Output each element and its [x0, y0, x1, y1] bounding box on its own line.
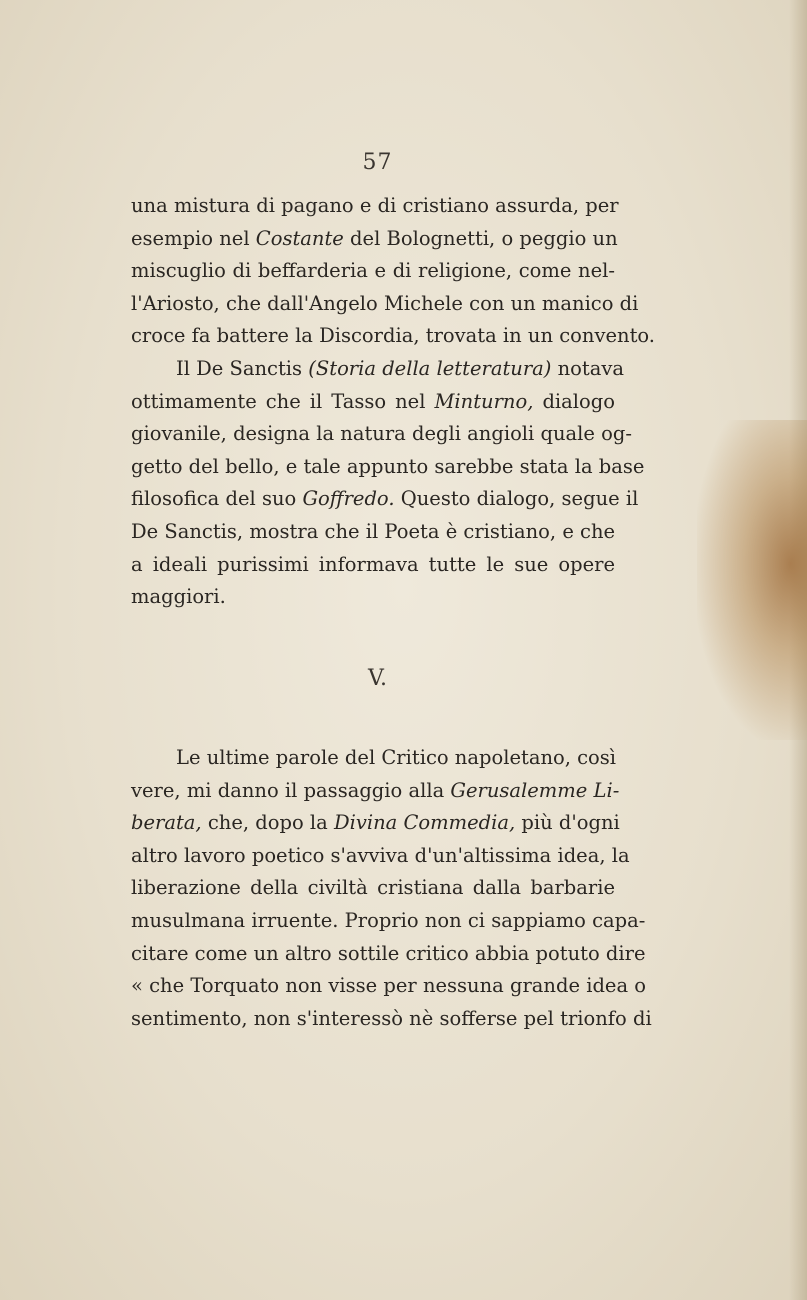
text-line: musulmana irruente. Proprio non ci sappiamo capa-: [131, 908, 646, 932]
text-line: sentimento, non s'interessò nè sofferse pel trionfo di: [131, 1006, 652, 1030]
text-line: « che Torquato non visse per nessuna grande idea o: [131, 974, 647, 998]
text-line: giovanile, designa la natura degli angioli quale og-: [131, 422, 632, 446]
paragraph-top: [131, 190, 656, 614]
text-line: croce fa battere la Discordia, trovata in un convento.: [131, 324, 656, 348]
text-line: Il De Sanctis (Storia della letteratura) notava: [176, 356, 625, 380]
text-line: vere, mi danno il passaggio alla Gerusalemme Li-: [131, 778, 620, 802]
text-line: ottimamente che il Tasso nel Minturno, dialogo: [131, 389, 615, 413]
text-line: liberazione della civiltà cristiana dalla barbarie: [131, 876, 615, 900]
section-heading: V.: [367, 666, 388, 691]
text-line: altro lavoro poetico s'avviva d'un'altissima idea, la: [131, 843, 630, 867]
text-line: filosofica del suo Goffredo. Questo dialogo, segue il: [131, 487, 639, 511]
text-line: a ideali purissimi informava tutte le sue opere: [131, 552, 615, 576]
text-line: una mistura di pagano e di cristiano assurda, per: [131, 194, 619, 217]
text-line: citare come un altro sottile critico abbia potuto dire: [131, 941, 646, 965]
text-line: maggiori.: [131, 585, 226, 609]
paragraph-main: [131, 742, 652, 1035]
paper-stain: [697, 420, 807, 740]
text-line: miscuglio di beffarderia e di religione, come nel-: [131, 259, 615, 283]
text-line: berata, che, dopo la Divina Commedia, più d'ogni: [131, 811, 620, 835]
text-line: getto del bello, e tale appunto sarebbe stata la base: [131, 454, 645, 478]
page-number: 57: [362, 150, 393, 175]
page-edge-shadow: [789, 0, 807, 1300]
text-line: esempio nel Costante del Bolognetti, o peggio un: [131, 226, 618, 250]
text-line: l'Ariosto, che dall'Angelo Michele con un manico di: [131, 291, 639, 315]
text-line: De Sanctis, mostra che il Poeta è cristiano, e che: [131, 519, 616, 543]
text-line: Le ultime parole del Critico napoletano, così: [176, 746, 617, 769]
